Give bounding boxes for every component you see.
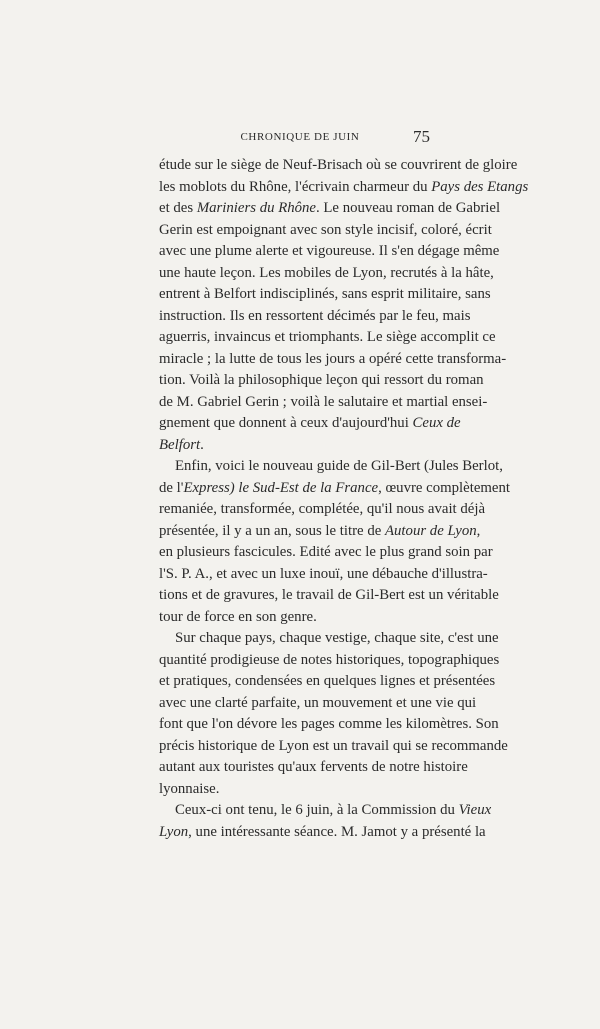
page-number: 75 <box>413 127 430 146</box>
text-line <box>159 628 499 650</box>
text-line <box>159 585 499 607</box>
italic-text: Express) le Sud-Est de la France <box>183 479 379 496</box>
text-run: Sur chaque pays, chaque vestige, chaque site, c'est une <box>175 630 499 646</box>
text-line <box>159 456 503 478</box>
text-run: précis historique de Lyon est un travail qui se recommande <box>159 737 508 754</box>
text-run: les moblots du Rhône, l'écrivain charmeur du <box>159 178 432 195</box>
text-run: instruction. Ils en ressortent décimés par le feu, mais <box>159 307 471 324</box>
text-line <box>159 779 442 801</box>
text-run: aguerris, invaincus et triomphants. Le siège accomplit ce <box>159 329 496 345</box>
italic-text: Belfort <box>159 436 201 453</box>
text-line <box>159 607 442 629</box>
italic-text: Lyon <box>159 823 189 840</box>
text-line <box>159 413 461 435</box>
text-run: . Le nouveau roman de Gabriel <box>316 200 501 216</box>
text-line <box>159 693 477 715</box>
text-run: avec une clarté parfaite, un mouvement et une vie qui <box>159 694 477 711</box>
text-line <box>159 650 500 672</box>
text-run: font que l'on dévore les pages comme les kilomètres. Son <box>159 716 499 732</box>
text-run: quantité prodigieuse de notes historiques, topographiques <box>159 651 500 668</box>
running-title: CHRONIQUE DE JUIN <box>240 131 360 143</box>
text-run: tions et de gravures, le travail de Gil-Bert est un véritable <box>159 587 499 603</box>
text-run: avec une plume alerte et vigoureuse. Il s'en dégage même <box>159 243 500 259</box>
text-run: tour de force en son genre. <box>159 608 317 625</box>
text-run: étude sur le siège de Neuf-Brisach où se couvrirent de gloire <box>159 157 518 173</box>
text-line <box>159 714 499 736</box>
text-run: . <box>200 436 204 453</box>
text-line <box>159 736 508 758</box>
italic-text: Autour de Lyon <box>385 522 477 539</box>
text-run: gnement que donnent à ceux d'aujourd'hui <box>159 415 413 431</box>
text-run: une haute leçon. Les mobiles de Lyon, recrutés à la hâte, <box>159 264 494 281</box>
text-line <box>159 435 442 457</box>
italic-text: Mariniers du Rhône <box>196 200 316 216</box>
text-run: , œuvre complètement <box>378 479 510 496</box>
text-line <box>159 499 486 521</box>
text-run: Ceux-ci ont tenu, le 6 juin, à la Commission du <box>175 802 459 818</box>
text-line <box>159 327 496 349</box>
text-run: et pratiques, condensées en quelques lignes et présentées <box>159 673 496 689</box>
text-run: , une intéressante séance. M. Jamot y a présenté la <box>188 823 486 840</box>
text-line <box>159 392 488 414</box>
text-line <box>159 263 494 285</box>
text-line <box>159 349 507 371</box>
text-line <box>159 671 496 693</box>
text-run: Gerin est empoignant avec son style incisif, coloré, écrit <box>159 221 492 238</box>
text-line <box>159 177 529 199</box>
text-line <box>159 241 500 263</box>
text-run: de l' <box>159 479 184 496</box>
body-text <box>159 155 529 843</box>
text-line <box>159 306 471 328</box>
text-run: en plusieurs fascicules. Edité avec le plus grand soin par <box>159 544 493 560</box>
text-run: remaniée, transformée, complétée, qu'il nous avait déjà <box>159 501 486 517</box>
text-line <box>159 284 491 306</box>
text-line <box>159 757 468 779</box>
text-line <box>159 822 486 844</box>
text-run: lyonnaise. <box>159 780 220 797</box>
text-line <box>159 220 492 242</box>
text-line <box>159 800 492 822</box>
text-run: entrent à Belfort indisciplinés, sans esprit militaire, sans <box>159 286 491 302</box>
text-line <box>159 478 510 500</box>
text-run: , <box>476 522 481 539</box>
text-line <box>159 370 484 392</box>
text-line <box>159 564 488 586</box>
text-run: de M. Gabriel Gerin ; voilà le salutaire et martial ensei- <box>159 393 488 410</box>
text-run: et des <box>159 200 197 216</box>
text-line <box>159 542 493 564</box>
italic-text: Pays des Etangs <box>431 178 529 195</box>
text-run: présentée, il y a un an, sous le titre de <box>159 522 385 539</box>
text-run: miracle ; la lutte de tous les jours a opéré cette transforma- <box>159 350 507 367</box>
text-run: l'S. P. A., et avec un luxe inouï, une débauche d'illustra- <box>159 565 488 582</box>
italic-text: Vieux <box>458 802 492 818</box>
text-run: tion. Voilà la philosophique leçon qui ressort du roman <box>159 372 484 388</box>
text-run: autant aux touristes qu'aux fervents de notre histoire <box>159 759 468 775</box>
text-line <box>159 521 481 543</box>
text-line <box>159 198 501 220</box>
text-run: Enfin, voici le nouveau guide de Gil-Bert (Jules Berlot, <box>175 458 503 474</box>
text-line <box>159 155 518 177</box>
italic-text: Ceux de <box>412 415 461 431</box>
